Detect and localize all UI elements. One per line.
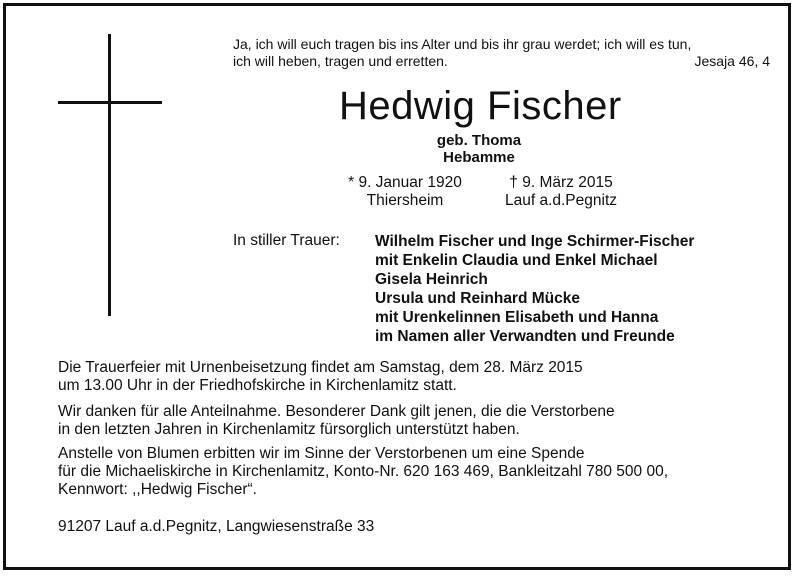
death-place: Lauf a.d.Pegnitz xyxy=(504,192,618,209)
mourner-line: mit Urenkelinnen Elisabeth und Hanna xyxy=(375,309,659,326)
address: 91207 Lauf a.d.Pegnitz, Langwiesenstraße 33 xyxy=(58,518,375,535)
mourner-line: im Namen aller Verwandten und Freunde xyxy=(375,328,675,345)
mourning-label: In stiller Trauer: xyxy=(233,232,340,249)
mourners-list xyxy=(375,232,694,346)
donation-line-3: Kennwort: ,,Hedwig Fischer“. xyxy=(58,481,257,498)
verse-reference: Jesaja 46, 4 xyxy=(694,53,770,69)
deceased-name: Hedwig Fischer xyxy=(339,84,622,128)
thanks-line-1: Wir danken für alle Anteilnahme. Besonderer Dank gilt jenen, die die Verstorbene xyxy=(58,403,615,420)
death-date: † 9. März 2015 xyxy=(509,174,613,191)
cross-icon xyxy=(108,34,111,316)
profession: Hebamme xyxy=(443,149,515,166)
donation-line-2: für die Michaeliskirche in Kirchenlamitz, Konto-Nr. 620 163 469, Bankleitzahl 780 500 00, xyxy=(58,463,669,480)
mourner-line: Wilhelm Fischer und Inge Schirmer-Fischer xyxy=(375,233,695,250)
funeral-line-2: um 13.00 Uhr in der Friedhofskirche in Kirchenlamitz statt. xyxy=(58,377,457,394)
verse-line-1: Ja, ich will euch tragen bis ins Alter und bis ihr grau werdet; ich will es tun, xyxy=(233,36,692,52)
birth-place: Thiersheim xyxy=(366,192,444,209)
mourner-line: Gisela Heinrich xyxy=(375,271,488,288)
funeral-line-1: Die Trauerfeier mit Urnenbeisetzung findet am Samstag, dem 28. März 2015 xyxy=(58,359,583,376)
verse-line-2: ich will heben, tragen und erretten. xyxy=(233,53,448,69)
birth-date: * 9. Januar 1920 xyxy=(348,174,462,191)
donation-line-1: Anstelle von Blumen erbitten wir im Sinne der Verstorbenen um eine Spende xyxy=(58,445,585,462)
mourner-line: Ursula und Reinhard Mücke xyxy=(375,290,580,307)
mourner-line: mit Enkelin Claudia und Enkel Michael xyxy=(375,252,658,269)
maiden-name: geb. Thoma xyxy=(436,132,522,149)
cross-icon-bar xyxy=(58,101,162,104)
thanks-line-2: in den letzten Jahren in Kirchenlamitz fürsorglich unterstützt haben. xyxy=(58,421,520,438)
